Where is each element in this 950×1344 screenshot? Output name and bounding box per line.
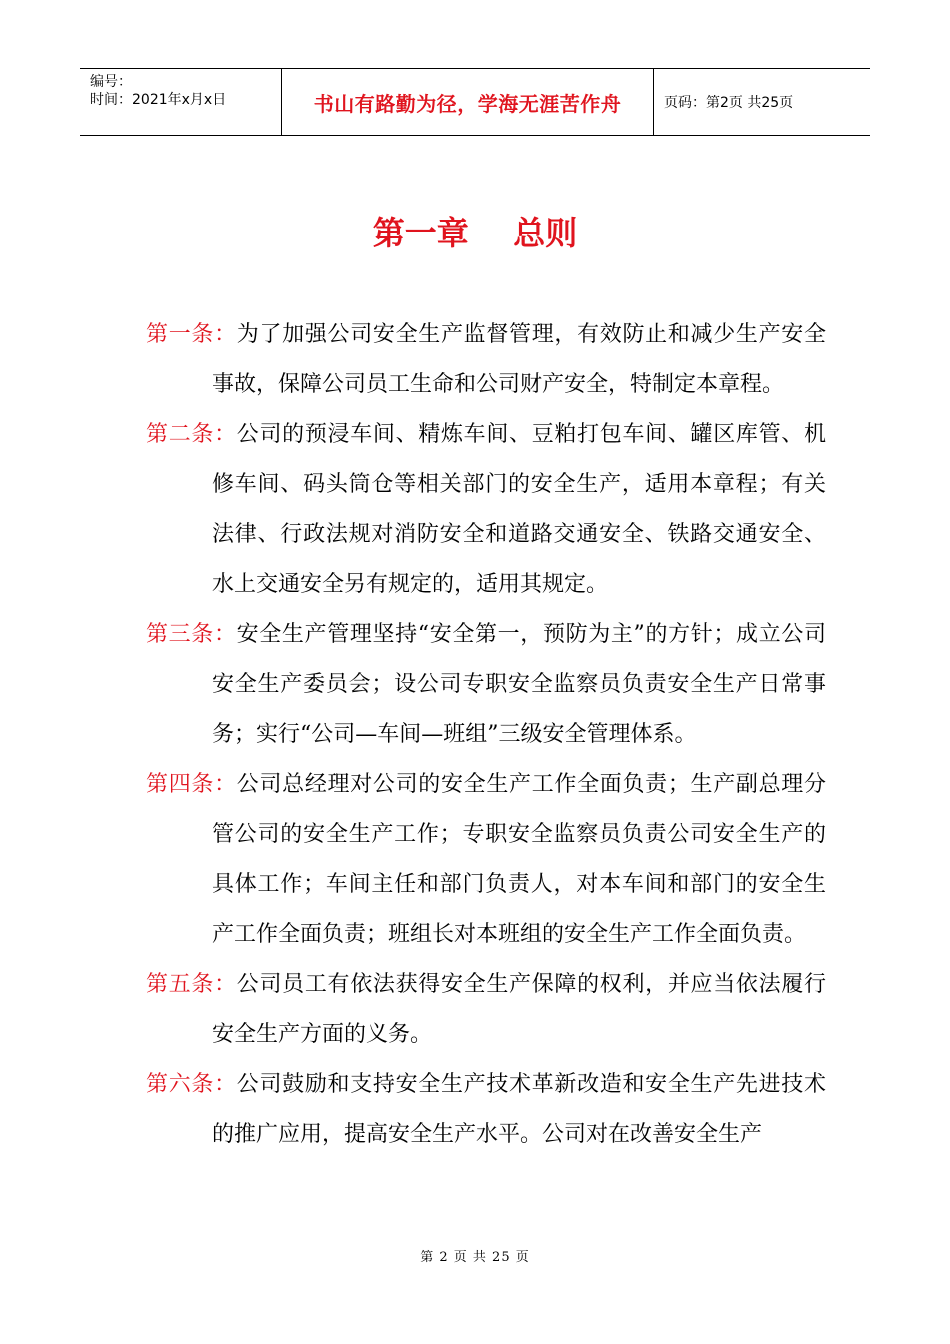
- article-label: 第六条：: [146, 1072, 237, 1097]
- header-page-info: 页码：第2页 共25页: [664, 95, 794, 111]
- article-text: 公司的预浸车间、精炼车间、豆粕打包车间、罐区库管、机修车间、码头筒仓等相关部门的安全生产，适用本章程；有关法律、行政法规对消防安全和道路交通安全、铁路交通安全、水上交通安全另有规定的，适用其规定。: [212, 422, 826, 597]
- article-4: [146, 760, 826, 960]
- article-text: 安全生产管理坚持“安全第一，预防为主”的方针；成立公司安全生产委员会；设公司专职安全监察员负责安全生产日常事务；实行“公司—车间—班组”三级安全管理体系。: [212, 622, 826, 747]
- article-5: [146, 960, 826, 1060]
- article-3: [146, 610, 826, 760]
- article-label: 第四条：: [146, 772, 237, 797]
- header-meta-cell: [80, 69, 282, 135]
- article-label: 第五条：: [146, 972, 237, 997]
- article-6: [146, 1060, 826, 1160]
- header-motto: 书山有路勤为径，学海无涯苦作舟: [313, 91, 622, 116]
- article-text: 公司总经理对公司的安全生产工作全面负责；生产副总理分管公司的安全生产工作；专职安全监察员负责公司安全生产的具体工作；车间主任和部门负责人，对本车间和部门的安全生产工作全面负责；班组长对本班组的安全生产工作全面负责。: [212, 772, 826, 947]
- article-text: 公司员工有依法获得安全生产保障的权利，并应当依法履行安全生产方面的义务。: [212, 972, 826, 1047]
- header-page-cell: [654, 69, 870, 135]
- document-body: [146, 310, 826, 1160]
- header-motto-cell: [282, 69, 654, 135]
- chapter-title: 第一章 总则: [372, 214, 578, 252]
- document-number-label: 编号：: [90, 74, 132, 90]
- article-text: 公司鼓励和支持安全生产技术革新改造和安全生产先进技术的推广应用，提高安全生产水平。公司对在改善安全生产: [212, 1072, 826, 1147]
- page-footer: 第 2 页 共 25 页: [420, 1250, 530, 1265]
- page-header: [80, 68, 870, 136]
- article-text: 为了加强公司安全生产监督管理，有效防止和减少生产安全事故，保障公司员工生命和公司财产安全，特制定本章程。: [212, 322, 826, 397]
- article-label: 第三条：: [146, 622, 237, 647]
- article-1: [146, 310, 826, 410]
- article-label: 第二条：: [146, 422, 237, 447]
- article-2: [146, 410, 826, 610]
- article-label: 第一条：: [146, 322, 237, 347]
- document-date-label: 时间：2021年x月x日: [90, 92, 227, 108]
